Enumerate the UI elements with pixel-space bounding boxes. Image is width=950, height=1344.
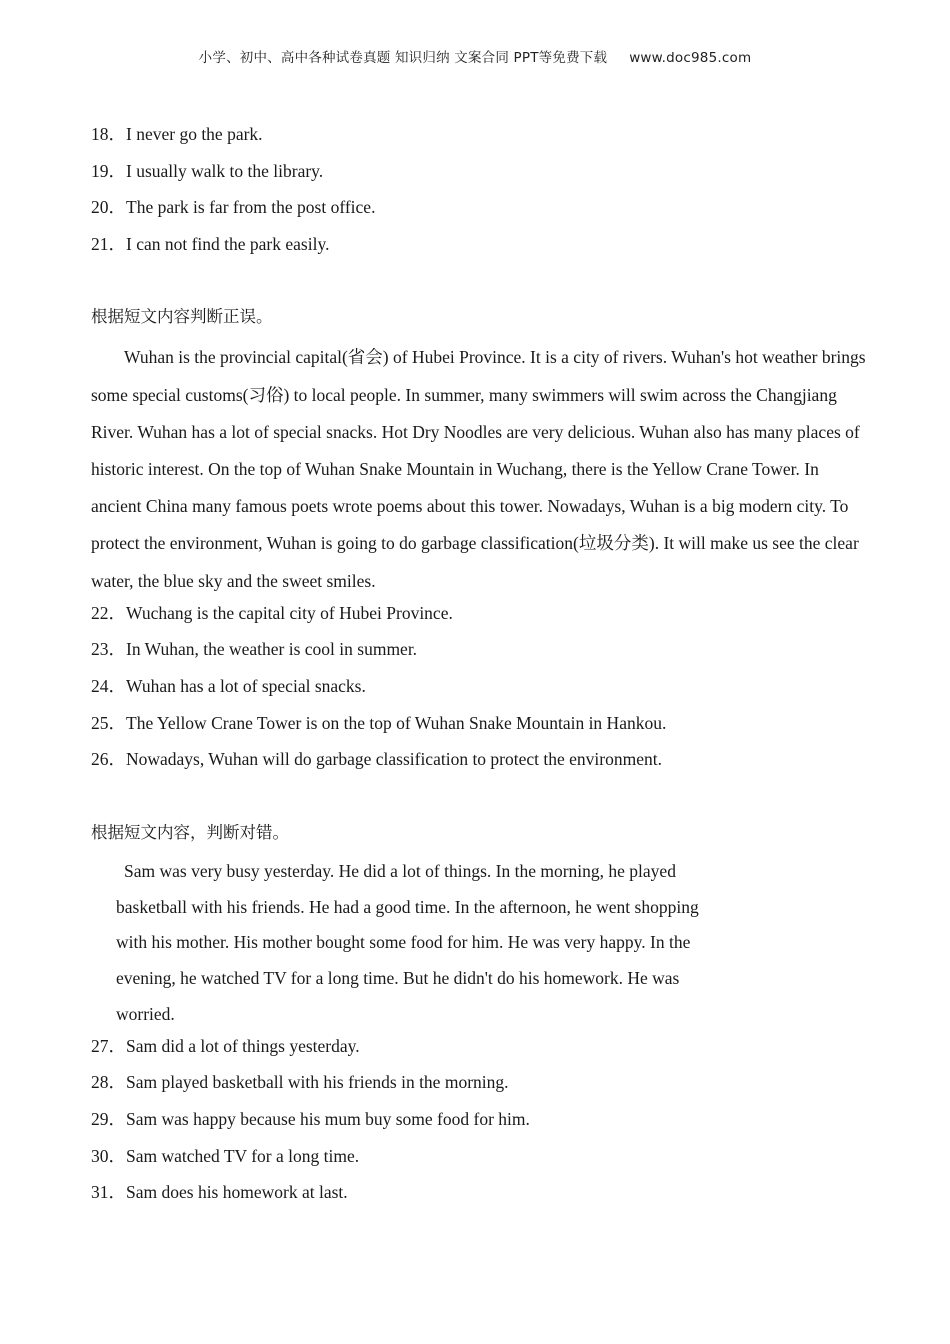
question-text: I never go the park. bbox=[126, 124, 263, 144]
section-3-instruction: 根据短文内容，判断对错。 bbox=[91, 822, 289, 842]
question-26 bbox=[91, 746, 866, 783]
question-number: 23． bbox=[91, 639, 126, 660]
question-text: Wuhan has a lot of special snacks. bbox=[126, 675, 366, 696]
question-text: Wuchang is the capital city of Hubei Province. bbox=[126, 602, 453, 623]
question-29 bbox=[91, 1106, 866, 1143]
question-number: 31． bbox=[91, 1182, 126, 1203]
section-2-instruction: 根据短文内容判断正误。 bbox=[91, 307, 273, 327]
document-body bbox=[91, 121, 866, 1216]
question-number: 22． bbox=[91, 602, 126, 623]
header-url: www.doc985.com bbox=[629, 50, 752, 66]
header-title: 小学、初中、高中各种试卷真题 知识归纳 文案合同 PPT等免费下载 bbox=[198, 50, 608, 66]
question-21 bbox=[91, 231, 866, 268]
question-number: 21． bbox=[91, 233, 126, 254]
passage-line: basketball with his friends. He had a good time. In the afternoon, he went shopping bbox=[116, 896, 699, 917]
question-23 bbox=[91, 636, 866, 673]
page-header bbox=[0, 46, 950, 66]
question-text: In Wuhan, the weather is cool in summer. bbox=[126, 639, 418, 660]
question-number: 26． bbox=[91, 749, 126, 770]
question-19 bbox=[91, 158, 866, 195]
question-18 bbox=[91, 121, 866, 158]
question-20 bbox=[91, 194, 866, 231]
question-text: I usually walk to the library. bbox=[126, 160, 324, 181]
question-25 bbox=[91, 710, 866, 747]
question-text: The Yellow Crane Tower is on the top of Wuhan Snake Mountain in Hankou. bbox=[126, 712, 667, 733]
question-24 bbox=[91, 673, 866, 710]
question-text: Sam does his homework at last. bbox=[126, 1182, 348, 1203]
passage-line: Sam was very busy yesterday. He did a lot of things. In the morning, he played bbox=[124, 860, 676, 881]
question-text: I can not find the park easily. bbox=[126, 233, 330, 254]
question-text: The park is far from the post office. bbox=[126, 197, 376, 218]
spacer bbox=[91, 267, 866, 304]
spacer bbox=[91, 783, 866, 820]
question-text: Sam played basketball with his friends in the morning. bbox=[126, 1072, 509, 1093]
question-number: 19． bbox=[91, 160, 126, 181]
passage-line: with his mother. His mother bought some food for him. He was very happy. In the bbox=[116, 932, 691, 953]
section-2-questions bbox=[91, 600, 866, 783]
section-1-questions bbox=[91, 121, 866, 267]
question-text: Sam watched TV for a long time. bbox=[126, 1145, 360, 1166]
question-text: Sam did a lot of things yesterday. bbox=[126, 1035, 360, 1056]
passage-line: worried. bbox=[116, 1003, 175, 1024]
question-number: 29． bbox=[91, 1108, 126, 1129]
question-number: 25． bbox=[91, 712, 126, 733]
question-28 bbox=[91, 1069, 866, 1106]
question-number: 30． bbox=[91, 1145, 126, 1166]
question-30 bbox=[91, 1143, 866, 1180]
question-text: Nowadays, Wuhan will do garbage classification to protect the environment. bbox=[126, 749, 662, 770]
question-31 bbox=[91, 1179, 866, 1216]
question-27 bbox=[91, 1033, 866, 1070]
wuhan-passage: Wuhan is the provincial capital(省会) of Hubei Province. It is a city of rivers. Wuhan's hot weather brings some special customs(习俗) to local people. In summer, many swimmers will swim across the Changjiang River. Wuhan has a lot of special snacks. Hot Dry Noodles are very delicious. Wuhan also has many places of historic interest. On the top of Wuhan Snake Mountain in Wuchang, there is the Yellow Crane Tower. In ancient China many famous poets wrote poems about this tower. Nowadays, Wuhan is a big modern city. To protect the environment, Wuhan is going to do garbage classification(垃圾分类). It will make us see the clear water, the blue sky and the sweet smiles. bbox=[91, 347, 866, 591]
question-number: 18． bbox=[91, 124, 126, 144]
sam-passage bbox=[116, 854, 776, 1033]
section-3-questions bbox=[91, 1033, 866, 1216]
passage-line: evening, he watched TV for a long time. But he didn't do his homework. He was bbox=[116, 968, 680, 989]
question-number: 27． bbox=[91, 1035, 126, 1056]
question-22 bbox=[91, 600, 866, 637]
question-number: 24． bbox=[91, 675, 126, 696]
question-number: 20． bbox=[91, 197, 126, 218]
question-text: Sam was happy because his mum buy some food for him. bbox=[126, 1108, 530, 1129]
question-number: 28． bbox=[91, 1072, 126, 1093]
